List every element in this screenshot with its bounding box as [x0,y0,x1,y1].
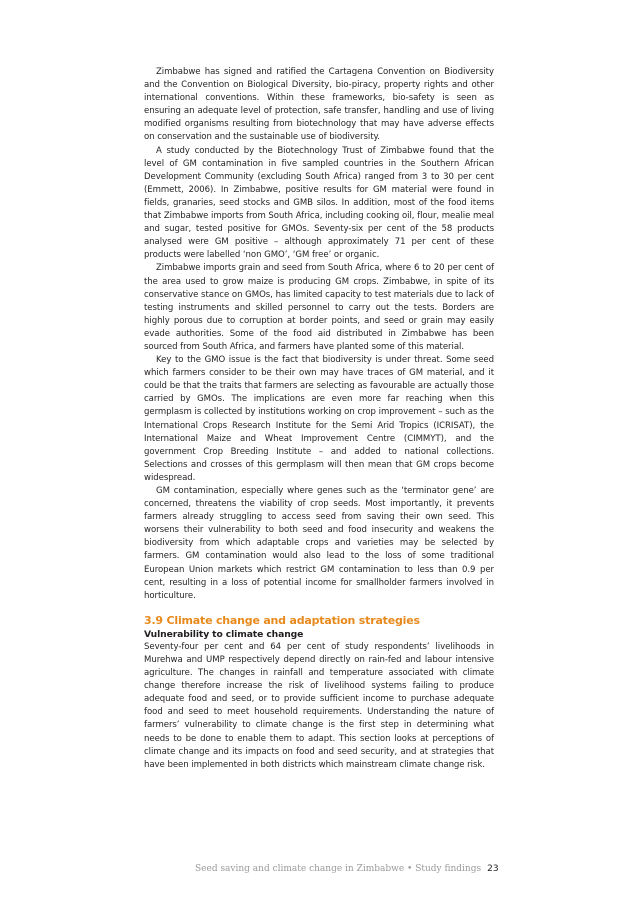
paragraph-imports: Zimbabwe imports grain and seed from South Africa, where 6 to 20 per cent of the area used to grow maize is producing GM crops. Zimbabwe, in spite of its conservative stance on GMOs, has limited capacity to test materials due to lack of testing instruments and skilled personnel to carry out the tests. Borders are highly porous due to corruption at border points, and seed or grain may easily evade authorities. Some of the food aid distributed in Zimbabwe has been sourced from South Africa, and farmers have planted some of this material. [144,263,494,352]
paragraph-biodiversity-threat: Key to the GMO issue is the fact that biodiversity is under threat. Some seed which farmers consider to be their own may have traces of GM material, and it could be that the traits that farmers are selecting as favourable are actually those carried by GMOs. The implications are even more far reaching when this germplasm is collected by institutions working on crop improvement – such as the International Crops Research Institute for the Semi Arid Tropics (ICRISAT), the International Maize and Wheat Improvement Centre (CIMMYT), and the government Crop Breeding Institute – and added to national collections. Selections and crosses of this germplasm will then mean that GM crops become widespread. [144,355,494,483]
body-text [144,66,494,772]
page-number: 23 [487,864,499,874]
paragraph-cartagena: Zimbabwe has signed and ratified the Cartagena Convention on Biodiversity and the Convention on Biological Diversity, bio-piracy, property rights and other international conventions. Within these frameworks, bio-safety is seen as ensuring an adequate level of protection, safe transfer, handling and use of living modified organisms resulting from biotechnology that may have adverse effects on conservation and the sustainable use of biodiversity. [144,67,494,143]
page-footer [195,864,499,874]
section-subheading: Vulnerability to climate change [144,628,304,640]
paragraph-contamination-study: A study conducted by the Biotechnology Trust of Zimbabwe found that the level of GM contamination in five sampled countries in the Southern African Development Community (excluding South Africa) ranged from 3 to 30 per cent (Emmett, 2006). In Zimbabwe, positive results for GM material were found in fields, granaries, seed stocks and GMB silos. In addition, most of the food items that Zimbabwe imports from South Africa, including cooking oil, flour, mealie meal and sugar, tested positive for GMOs. Seventy-six per cent of the 58 products analysed were GM positive – although approximately 71 per cent of these products were labelled ‘non GMO’, ‘GM free’ or organic. [144,145,494,261]
paragraph-vulnerability: Seventy-four per cent and 64 per cent of study respondents’ livelihoods in Murehwa and UMP respectively depend directly on rain-fed and labour intensive agriculture. The changes in rainfall and temperature associated with climate change therefore increase the risk of livelihood systems failing to produce adequate food and seed, or to provide sufficient income to purchase adequate food and seed to meet household requirements. Understanding the nature of farmers’ vulnerability to climate change is the first step in determining what needs to be done to enable them to adapt. This section looks at perceptions of climate change and its impacts on food and seed security, and at strategies that have been implemented in both districts which mainstream climate change risk. [144,641,494,770]
running-title: Seed saving and climate change in Zimbabwe • Study findings [195,864,482,874]
paragraph-gm-contamination: GM contamination, especially where genes such as the ‘terminator gene’ are concerned, threatens the viability of crop seeds. Most importantly, it prevents farmers already struggling to access seed from saving their own seed. This worsens their vulnerability to both seed and food insecurity and weakens the biodiversity from which adaptable crops and varieties may be selected by farmers. GM contamination would also lead to the loss of some traditional European Union markets which restrict GM contamination to less than 0.9 per cent, resulting in a loss of potential income for smallholder farmers involved in horticulture. [144,486,494,601]
section-heading: 3.9 Climate change and adaptation strategies [144,613,420,627]
